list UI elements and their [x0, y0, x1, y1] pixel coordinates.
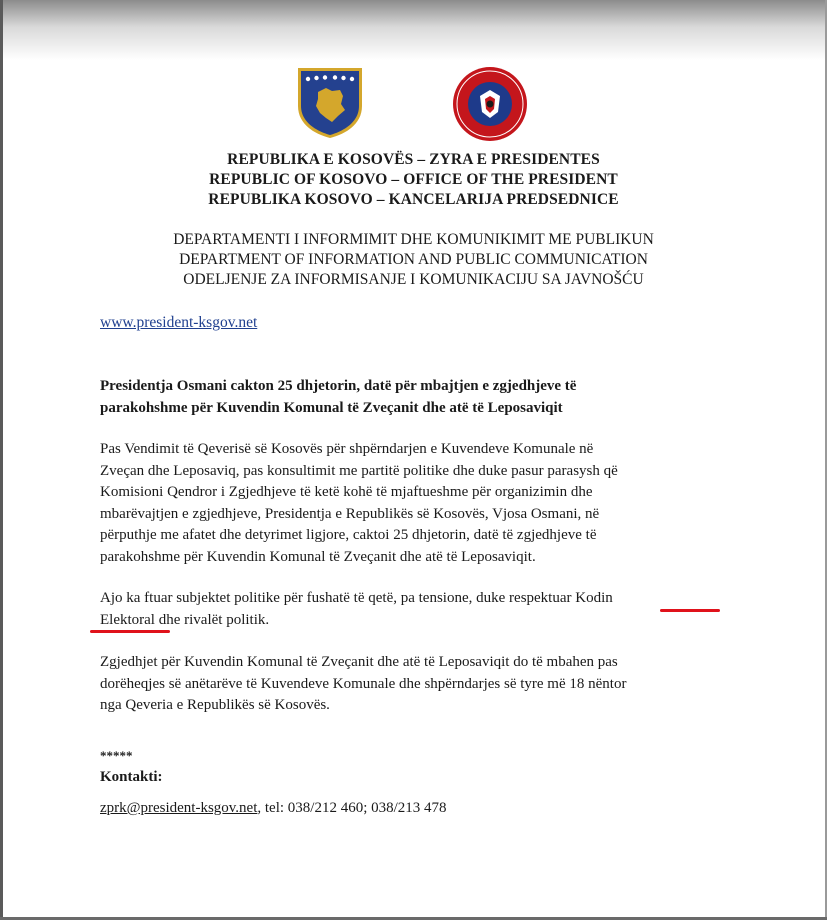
- contact-row: [100, 798, 740, 820]
- paragraph-line: Komisioni Qendror i Zgjedhjeve të ketë kohë të mjaftueshme për organizimin dhe: [100, 484, 593, 500]
- title-line: parakohshme për Kuvendin Komunal të Zveçanit dhe atë të Leposaviqit: [100, 399, 563, 416]
- paragraph-line: Ajo ka ftuar subjektet politike për fushatë të qetë, pa tensione, duke respektuar Kodin: [100, 590, 613, 606]
- paragraph-1: [100, 439, 740, 568]
- separator-stars: *****: [100, 748, 133, 763]
- presidential-seal-icon: [452, 66, 528, 142]
- contact-email-link[interactable]: zprk@president-ksgov.net: [100, 800, 258, 816]
- paragraph-line: mbarëvajtjen e zgjedhjeve, Presidentja e Republikës së Kosovës, Vjosa Osmani, në: [100, 505, 600, 522]
- paragraph-line: nga Qeveria e Republikës së Kosovës.: [100, 697, 330, 713]
- header-bold-block: [0, 150, 827, 210]
- paragraph-2: [100, 588, 740, 631]
- header-line-albanian: REPUBLIKA E KOSOVËS – ZYRA E PRESIDENTES: [227, 151, 600, 168]
- article-title: [100, 376, 740, 419]
- paragraph-line: dorëheqjes së anëtarëve të Kuvendeve Komunale dhe shpërndarjes së tyre më 18 nëntor: [100, 675, 627, 692]
- department-block: [0, 230, 827, 290]
- paragraph-line: Zveçan dhe Leposaviq, pas konsultimit me partitë politike dhe duke pasur parasysh që: [100, 462, 618, 479]
- contact-phone: , tel: 038/212 460; 038/213 478: [257, 800, 447, 816]
- website-row: [100, 312, 740, 334]
- paragraph-line: parakohshme për Kuvendin Komunal të Zveçanit dhe atë të Leposaviqit.: [100, 548, 536, 565]
- red-underline-elektoral: [90, 630, 170, 633]
- red-underline-kodin: [660, 609, 720, 612]
- paragraph-line: Pas Vendimit të Qeverisë së Kosovës për shpërndarjen e Kuvendeve Komunale në: [100, 441, 594, 457]
- paragraph-line: përputhje me afatet dhe detyrimet ligjore, caktoi 25 dhjetorin, datë të zgjedhjeve të: [100, 527, 597, 543]
- paragraph-line: Elektoral dhe rivalët politik.: [100, 611, 270, 628]
- department-line-english: DEPARTMENT OF INFORMATION AND PUBLIC COMMUNICATION: [179, 251, 648, 268]
- contact-label: Kontakti:: [100, 769, 163, 785]
- header-line-english: REPUBLIC OF KOSOVO – OFFICE OF THE PRESIDENT: [209, 171, 618, 188]
- header-line-serbian: REPUBLIKA KOSOVO – KANCELARIJA PREDSEDNICE: [208, 191, 619, 208]
- paragraph-3: [100, 652, 740, 717]
- department-line-albanian: DEPARTAMENTI I INFORMIMIT DHE KOMUNIKIMIT ME PUBLIKUN: [173, 231, 654, 248]
- kosovo-coat-of-arms-icon: [296, 66, 364, 140]
- website-link[interactable]: www.president-ksgov.net: [100, 314, 258, 331]
- title-line: Presidentja Osmani cakton 25 dhjetorin, datë për mbajtjen e zgjedhjeve të: [100, 378, 577, 394]
- paragraph-line: Zgjedhjet për Kuvendin Komunal të Zveçanit dhe atë të Leposaviqit do të mbahen pas: [100, 654, 618, 670]
- department-line-serbian: ODELJENJE ZA INFORMISANJE I KOMUNIKACIJU SA JAVNOŠĆU: [183, 271, 644, 288]
